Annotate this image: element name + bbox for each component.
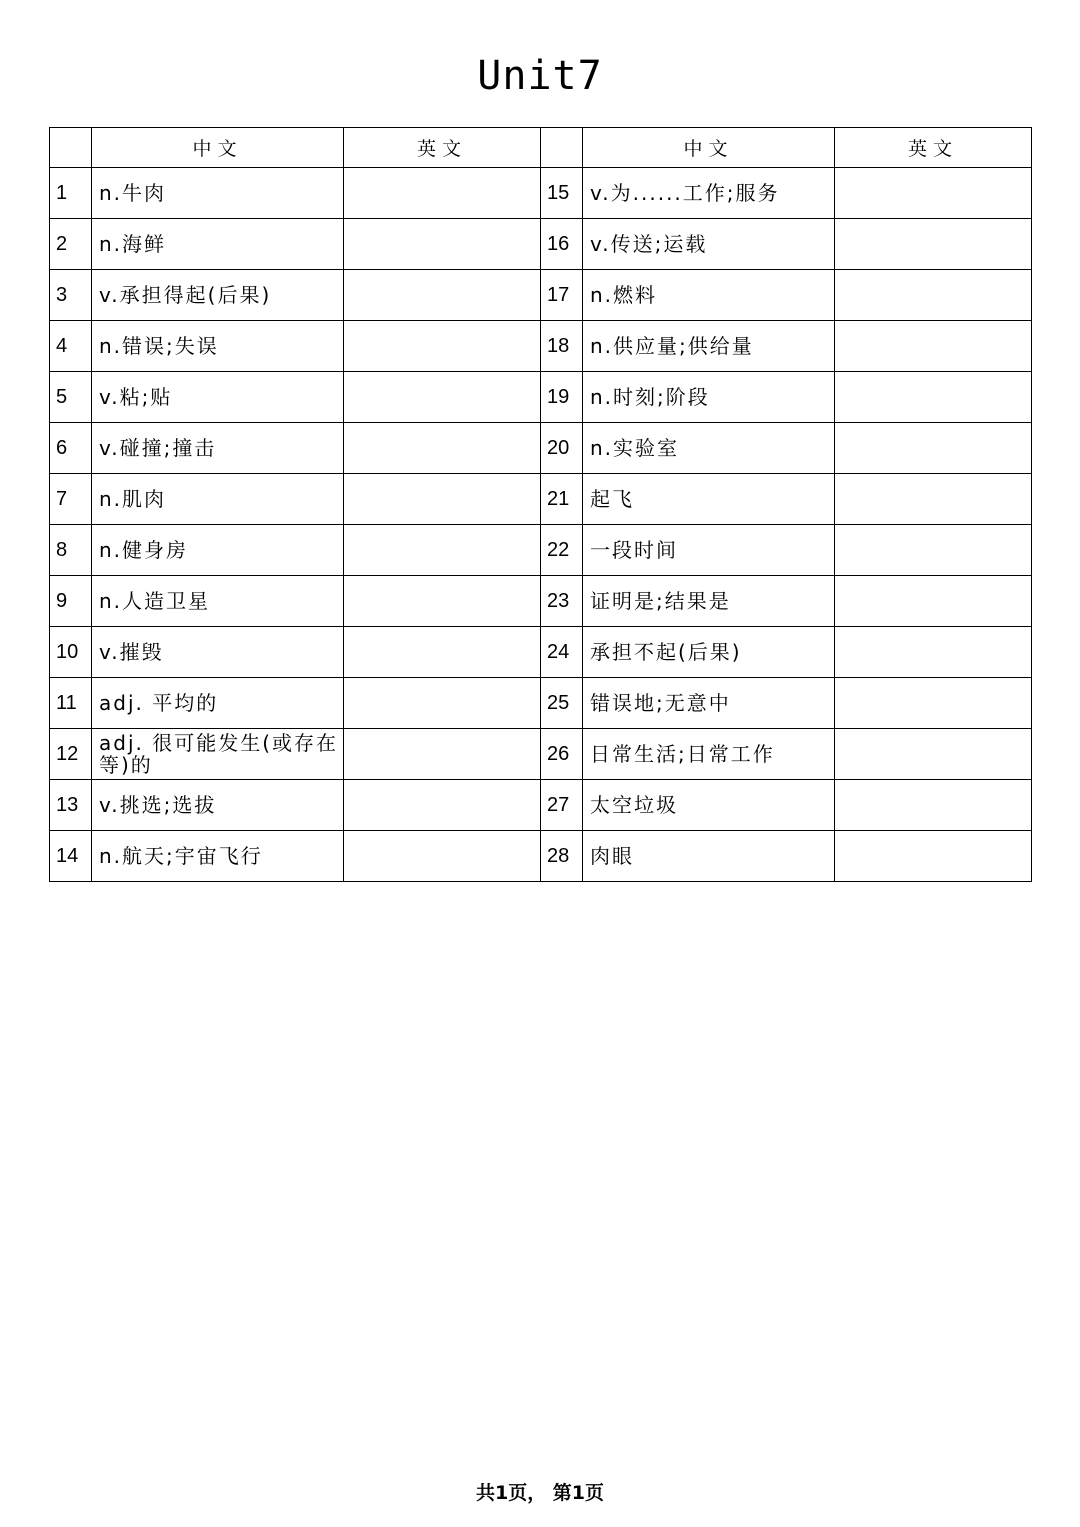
chinese-meaning: n.时刻;阶段 <box>583 372 835 423</box>
chinese-meaning: v.碰撞;撞击 <box>92 423 344 474</box>
word-number: 23 <box>541 576 583 627</box>
chinese-meaning: v.粘;贴 <box>92 372 344 423</box>
english-answer-cell[interactable] <box>835 423 1032 474</box>
english-answer-cell[interactable] <box>835 219 1032 270</box>
english-answer-cell[interactable] <box>835 678 1032 729</box>
english-answer-cell[interactable] <box>344 474 541 525</box>
table-row <box>50 372 1032 423</box>
english-answer-cell[interactable] <box>344 219 541 270</box>
table-row <box>50 168 1032 219</box>
word-number: 21 <box>541 474 583 525</box>
english-answer-cell[interactable] <box>344 678 541 729</box>
table-row <box>50 831 1032 882</box>
english-answer-cell[interactable] <box>835 576 1032 627</box>
english-answer-cell[interactable] <box>344 576 541 627</box>
word-number: 11 <box>50 678 92 729</box>
table-row <box>50 423 1032 474</box>
chinese-meaning: n.错误;失误 <box>92 321 344 372</box>
word-number: 25 <box>541 678 583 729</box>
word-number: 19 <box>541 372 583 423</box>
chinese-meaning: n.海鲜 <box>92 219 344 270</box>
english-answer-cell[interactable] <box>344 321 541 372</box>
word-number: 18 <box>541 321 583 372</box>
word-number: 7 <box>50 474 92 525</box>
word-number: 28 <box>541 831 583 882</box>
word-number: 26 <box>541 729 583 780</box>
word-number: 16 <box>541 219 583 270</box>
english-answer-cell[interactable] <box>344 168 541 219</box>
english-answer-cell[interactable] <box>344 627 541 678</box>
chinese-meaning: v.承担得起(后果) <box>92 270 344 321</box>
chinese-meaning: v.挑选;选拔 <box>92 780 344 831</box>
word-number: 20 <box>541 423 583 474</box>
header-chinese-left: 中文 <box>92 128 344 168</box>
header-english-right: 英文 <box>835 128 1032 168</box>
chinese-meaning: adj. 平均的 <box>92 678 344 729</box>
table-row <box>50 219 1032 270</box>
chinese-meaning: n.实验室 <box>583 423 835 474</box>
word-number: 27 <box>541 780 583 831</box>
table-header-row <box>50 128 1032 168</box>
word-number: 15 <box>541 168 583 219</box>
word-number: 22 <box>541 525 583 576</box>
word-number: 6 <box>50 423 92 474</box>
word-number: 9 <box>50 576 92 627</box>
word-number: 3 <box>50 270 92 321</box>
english-answer-cell[interactable] <box>835 729 1032 780</box>
english-answer-cell[interactable] <box>835 780 1032 831</box>
english-answer-cell[interactable] <box>835 627 1032 678</box>
chinese-meaning: n.燃料 <box>583 270 835 321</box>
table-body <box>50 168 1032 882</box>
word-number: 13 <box>50 780 92 831</box>
chinese-meaning: v.摧毁 <box>92 627 344 678</box>
chinese-meaning: 日常生活;日常工作 <box>583 729 835 780</box>
word-number: 12 <box>50 729 92 780</box>
chinese-meaning: n.人造卫星 <box>92 576 344 627</box>
table-row <box>50 576 1032 627</box>
table-row <box>50 780 1032 831</box>
word-number: 10 <box>50 627 92 678</box>
header-english-left: 英文 <box>344 128 541 168</box>
header-blank-right <box>541 128 583 168</box>
chinese-meaning: 承担不起(后果) <box>583 627 835 678</box>
word-number: 17 <box>541 270 583 321</box>
english-answer-cell[interactable] <box>344 525 541 576</box>
word-number: 1 <box>50 168 92 219</box>
chinese-meaning: 起飞 <box>583 474 835 525</box>
page-title: Unit7 <box>477 53 603 99</box>
word-number: 5 <box>50 372 92 423</box>
chinese-meaning: n.航天;宇宙飞行 <box>92 831 344 882</box>
table-row <box>50 525 1032 576</box>
english-answer-cell[interactable] <box>835 525 1032 576</box>
english-answer-cell[interactable] <box>835 372 1032 423</box>
chinese-meaning: n.肌肉 <box>92 474 344 525</box>
english-answer-cell[interactable] <box>344 729 541 780</box>
english-answer-cell[interactable] <box>835 831 1032 882</box>
english-answer-cell[interactable] <box>344 372 541 423</box>
english-answer-cell[interactable] <box>835 321 1032 372</box>
chinese-meaning: v.为......工作;服务 <box>583 168 835 219</box>
table-row <box>50 321 1032 372</box>
chinese-meaning: adj. 很可能发生(或存在等)的 <box>92 729 344 780</box>
table-row <box>50 627 1032 678</box>
chinese-meaning: n.健身房 <box>92 525 344 576</box>
english-answer-cell[interactable] <box>835 168 1032 219</box>
english-answer-cell[interactable] <box>344 780 541 831</box>
table-row <box>50 270 1032 321</box>
table-row <box>50 729 1032 780</box>
chinese-meaning: 太空垃圾 <box>583 780 835 831</box>
table-row <box>50 678 1032 729</box>
chinese-meaning: 证明是;结果是 <box>583 576 835 627</box>
header-chinese-right: 中文 <box>583 128 835 168</box>
english-answer-cell[interactable] <box>835 474 1032 525</box>
english-answer-cell[interactable] <box>835 270 1032 321</box>
chinese-meaning: n.供应量;供给量 <box>583 321 835 372</box>
chinese-meaning: 错误地;无意中 <box>583 678 835 729</box>
word-number: 8 <box>50 525 92 576</box>
word-number: 4 <box>50 321 92 372</box>
page-footer: 共1页， 第1页 <box>475 1482 605 1504</box>
english-answer-cell[interactable] <box>344 423 541 474</box>
vocabulary-table <box>49 127 1032 882</box>
chinese-meaning: n.牛肉 <box>92 168 344 219</box>
word-number: 2 <box>50 219 92 270</box>
english-answer-cell[interactable] <box>344 270 541 321</box>
chinese-meaning: 肉眼 <box>583 831 835 882</box>
chinese-meaning: 一段时间 <box>583 525 835 576</box>
english-answer-cell[interactable] <box>344 831 541 882</box>
word-number: 24 <box>541 627 583 678</box>
word-number: 14 <box>50 831 92 882</box>
table-row <box>50 474 1032 525</box>
chinese-meaning: v.传送;运载 <box>583 219 835 270</box>
header-blank-left <box>50 128 92 168</box>
